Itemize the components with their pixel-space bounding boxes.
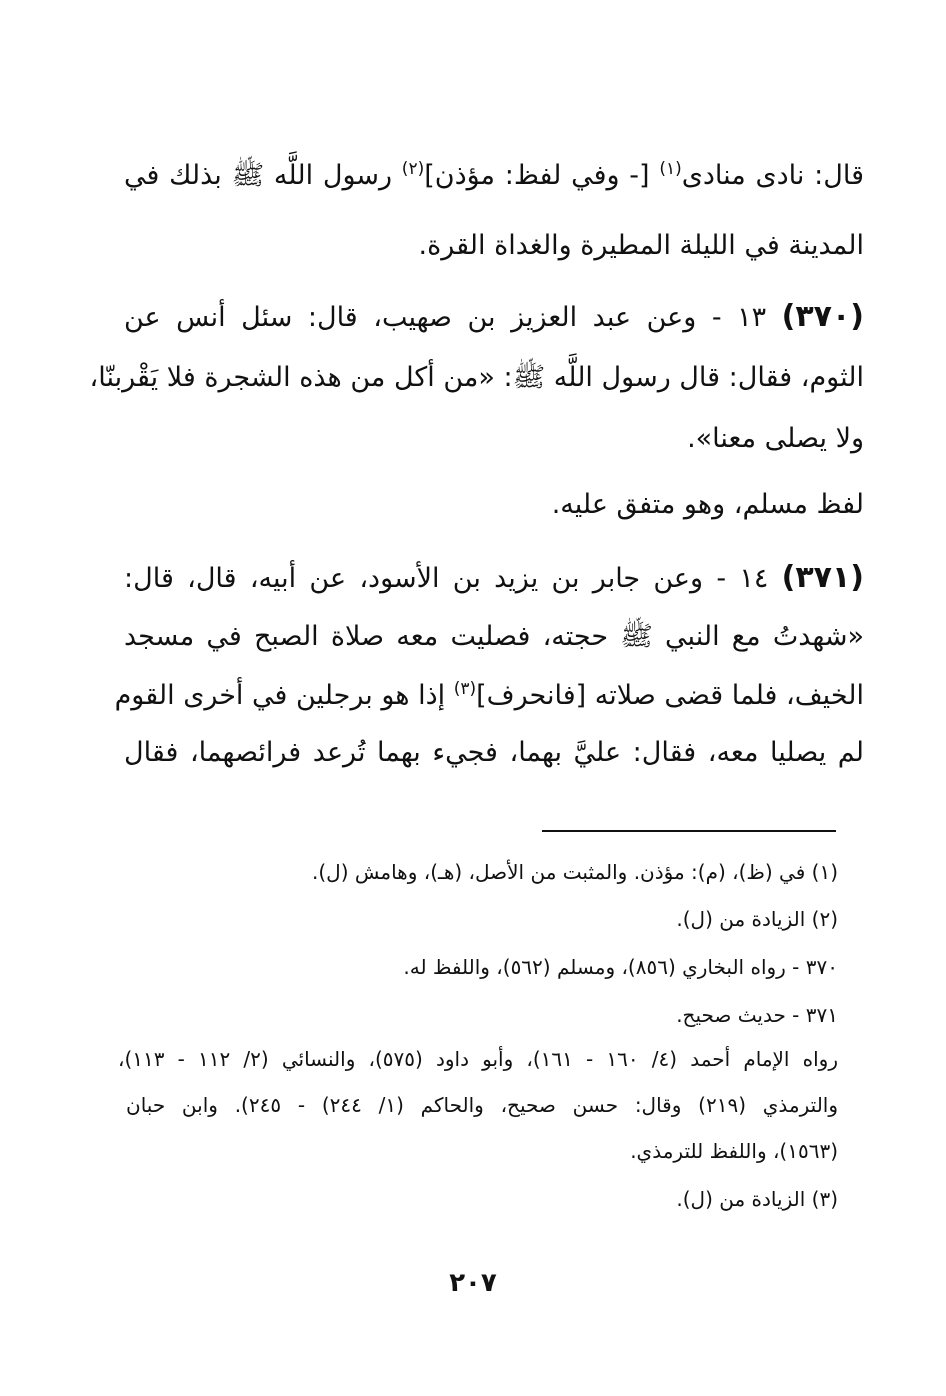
footnote-371-line-1: رواه الإمام أحمد (٤/ ١٦٠ - ١٦١)، وأبو داود (٥٧٥)، والنسائي (٢/ ١١٢ - ١١٣)، bbox=[118, 1047, 838, 1071]
hadith-371-line-3 bbox=[114, 676, 864, 716]
hadith-370-line-1 bbox=[124, 297, 864, 338]
text-segment: [- وفي لفظ: مؤذن] bbox=[424, 160, 660, 191]
text-segment: ١٤ - وعن جابر بن يزيد بن الأسود، عن أبيه، قال، قال: bbox=[124, 563, 782, 594]
text-segment: ولا يصلى معنا». bbox=[687, 423, 864, 454]
footnote-371-line-2: والترمذي (٢١٩) وقال: حسن صحيح، والحاكم (١/ ٢٤٤) - ٢٤٥). وابن حبان bbox=[126, 1093, 839, 1117]
page-number: ٢٠٧ bbox=[449, 1268, 497, 1298]
footnote-2: (٢) الزيادة من (ل). bbox=[676, 907, 838, 931]
footnote-3: (٣) الزيادة من (ل). bbox=[676, 1187, 838, 1211]
text-segment: ١٣ - وعن عبد العزيز بن صهيب، قال: سئل أنس عن bbox=[124, 302, 782, 333]
text-segment: لفظ مسلم، وهو متفق عليه. bbox=[551, 489, 864, 520]
hadith-370-line-2 bbox=[89, 358, 864, 398]
text-segment: رسول اللَّه ﷺ بذلك في bbox=[124, 160, 402, 191]
body-line-2 bbox=[124, 226, 864, 266]
hadith-371-line-4 bbox=[124, 733, 864, 773]
hadith-number-371: (٣٧١) bbox=[781, 560, 864, 595]
text-segment: المدينة في الليلة المطيرة والغداة القرة. bbox=[418, 230, 864, 261]
body-line-1 bbox=[124, 156, 864, 196]
footnote-ref-1: (١) bbox=[659, 159, 682, 179]
footnote-370: ٣٧٠ - رواه البخاري (٨٥٦)، ومسلم (٥٦٢)، واللفظ له. bbox=[403, 955, 838, 979]
footnote-1: (١) في (ظ)، (م): مؤذن. والمثبت من الأصل، (هـ)، وهامش (ل). bbox=[312, 860, 838, 884]
footnote-ref-3: (٣) bbox=[453, 679, 477, 699]
text-segment: لم يصليا معه، فقال: عليَّ بهما، فجيء بهما تُرعد فرائصهما، فقال bbox=[124, 737, 864, 768]
text-segment: إذا هو برجلين في أخرى القوم bbox=[114, 680, 454, 711]
footnote-ref-2: (٢) bbox=[401, 159, 425, 179]
text-segment: قال: نادى منادى bbox=[681, 160, 864, 191]
text-segment: «شهدتُ مع النبي ﷺ حجته، فصليت معه صلاة الصبح في مسجد bbox=[124, 621, 864, 652]
hadith-371-line-2 bbox=[124, 617, 864, 657]
text-segment: الخيف، فلما قضى صلاته [فانحرف] bbox=[476, 680, 864, 711]
text-segment: الثوم، فقال: قال رسول اللَّه ﷺ: «من أكل من هذه الشجرة فلا يَقْربنّا، bbox=[89, 362, 864, 393]
hadith-371-line-1 bbox=[124, 558, 864, 599]
hadith-370-line-3 bbox=[124, 419, 864, 459]
footnote-371-grade: ٣٧١ - حديث صحيح. bbox=[676, 1003, 838, 1027]
hadith-number-370: (٣٧٠) bbox=[781, 299, 864, 334]
footnote-371-line-3: (١٥٦٣)، واللفظ للترمذي. bbox=[630, 1139, 838, 1163]
footnote-separator bbox=[542, 830, 836, 832]
hadith-370-note bbox=[124, 485, 864, 525]
